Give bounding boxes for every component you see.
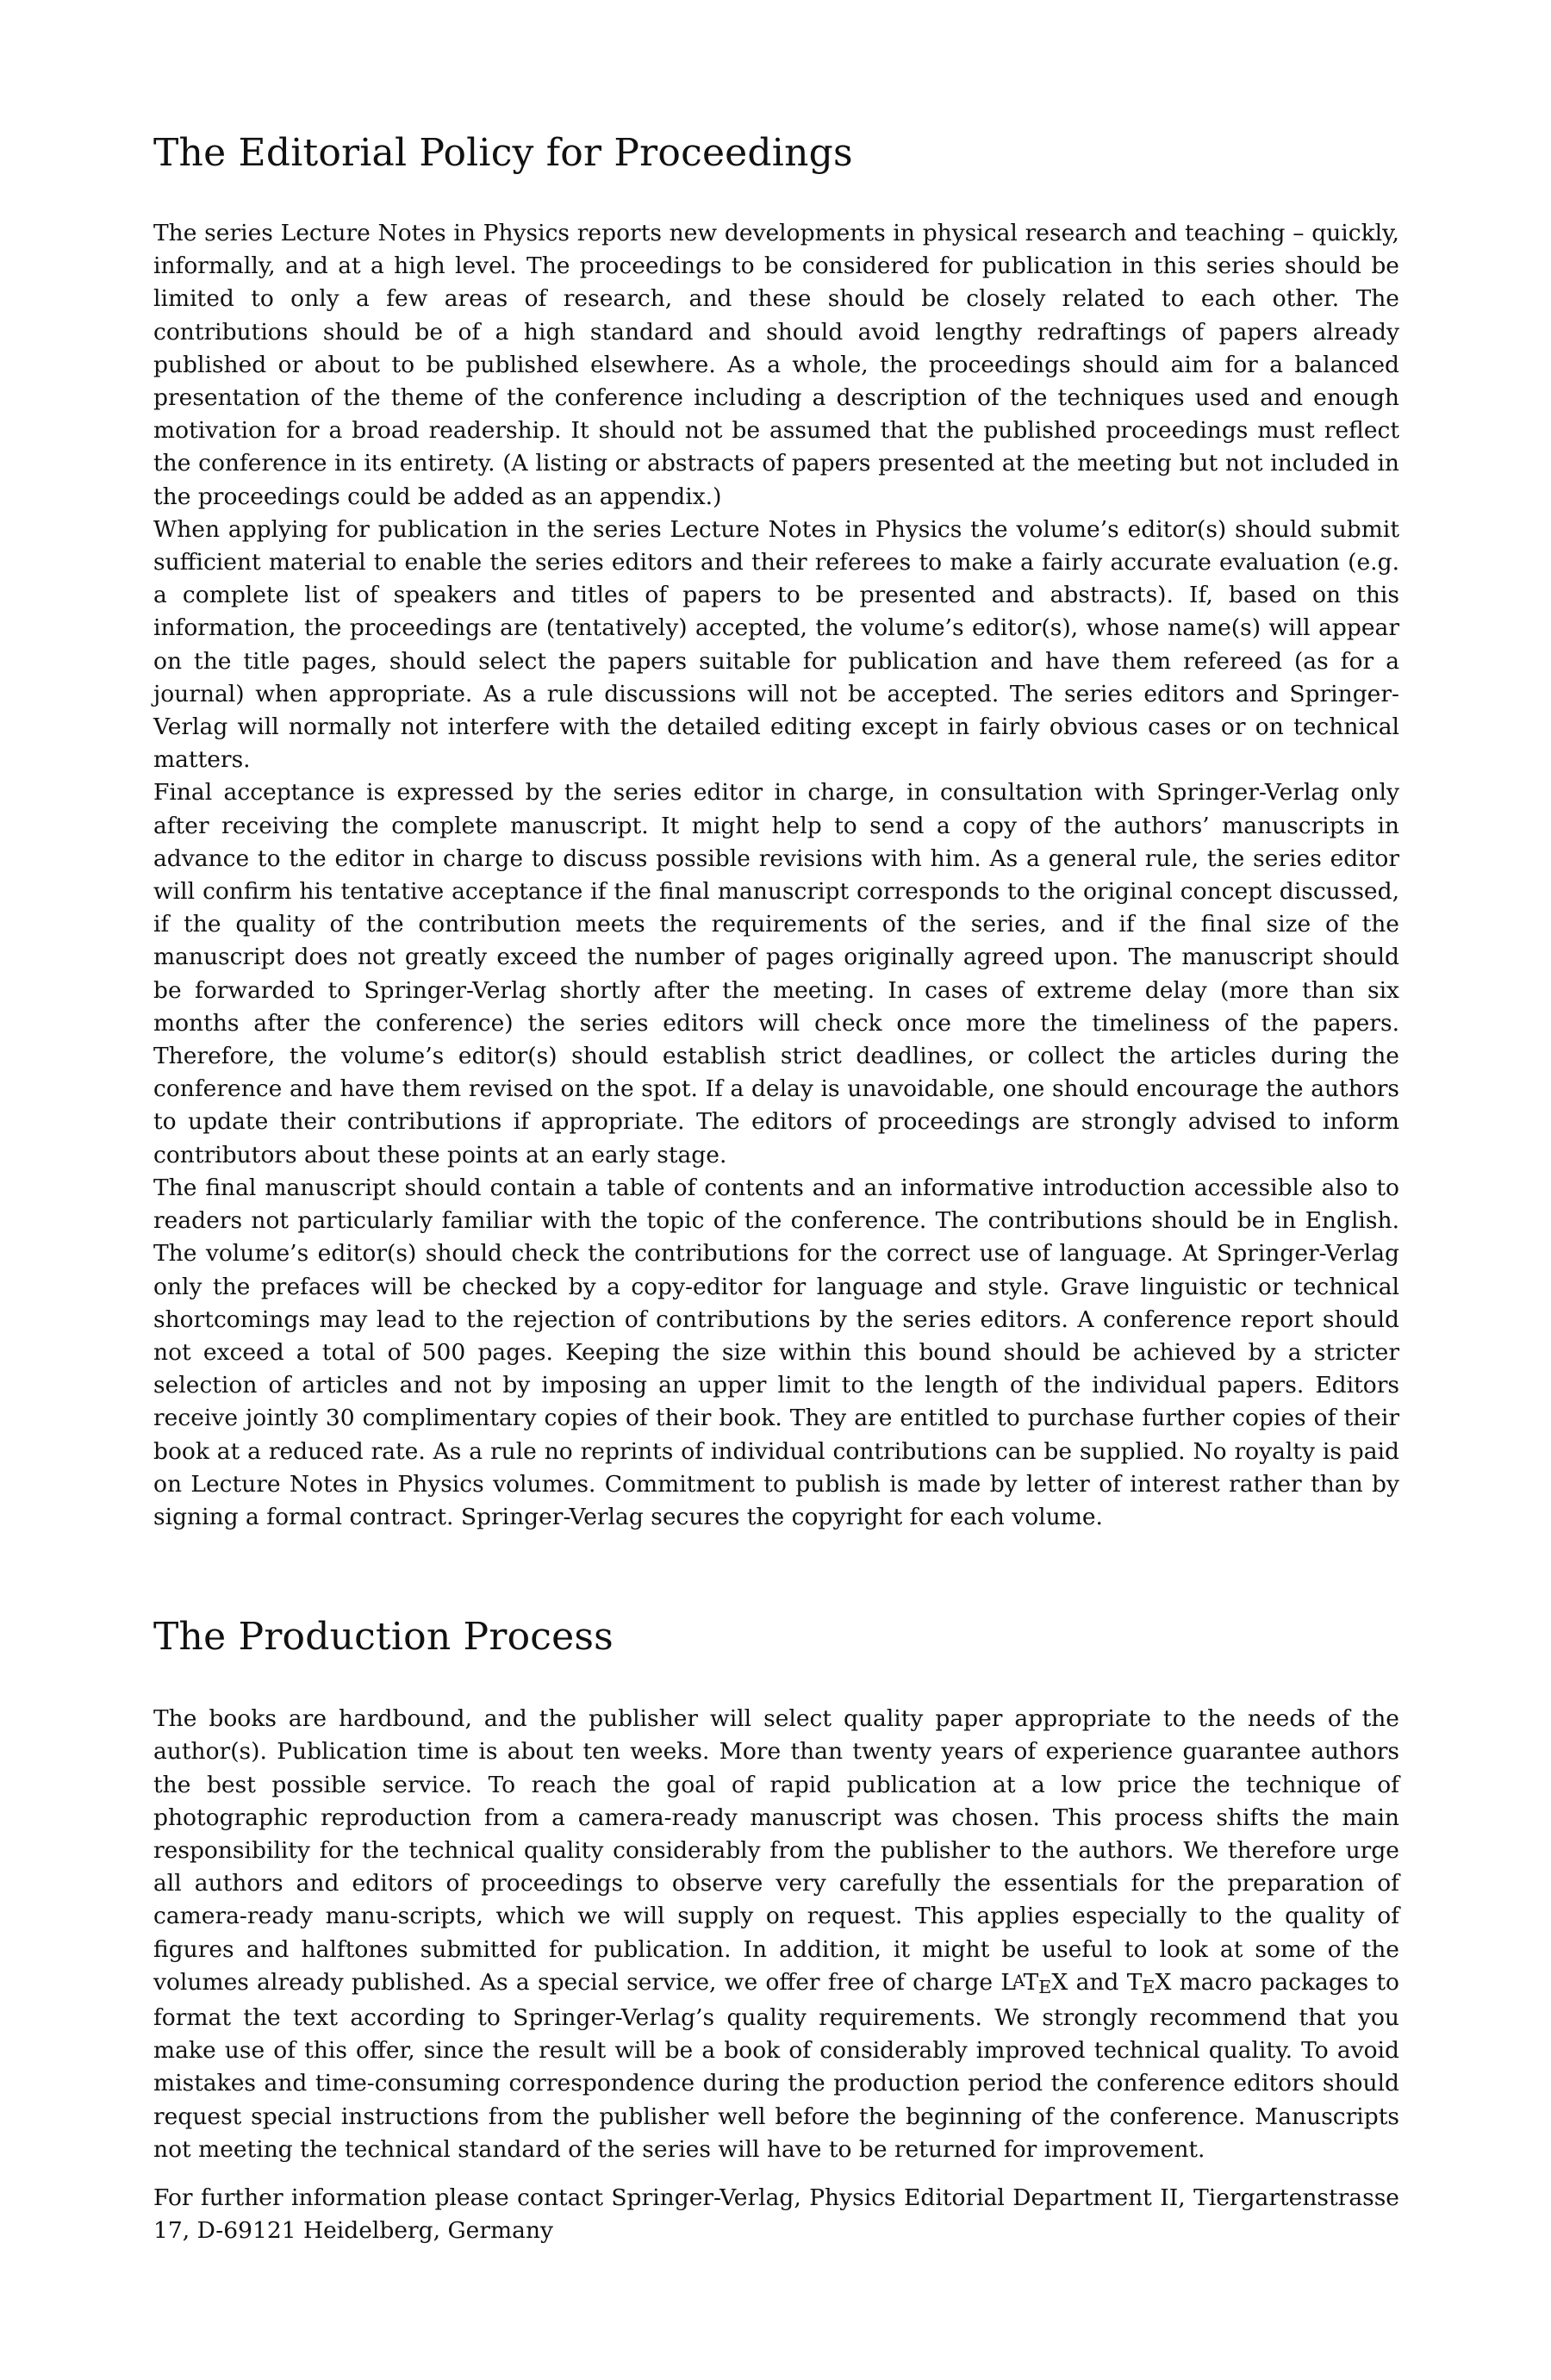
production-text-part-2: macro packages to format the text according to Springer-Verlag’s quality requirements. We strongly recommend that you make use of this offer, since the result will be a book of considerably improved technical quality. To avoid mistakes and time-consuming correspondence during the production period the conference editors should request special instructions from the publisher well before the beginning of the conference. Manuscripts not meeting the technical standard of the series will have to be returned for improvement. bbox=[153, 1968, 1399, 2163]
editorial-policy-heading: The Editorial Policy for Proceedings bbox=[153, 131, 853, 175]
production-text-and: and bbox=[1068, 1968, 1127, 1996]
tex-logo bbox=[1127, 1969, 1172, 1996]
production-process-heading: The Production Process bbox=[153, 1615, 614, 1660]
latex-logo-e: E bbox=[1038, 1977, 1052, 1998]
tex-logo-x: X bbox=[1155, 1968, 1172, 1996]
editorial-policy-section bbox=[153, 129, 1399, 1534]
latex-logo-l: L bbox=[1000, 1968, 1017, 1996]
production-process-section bbox=[153, 1613, 1399, 2247]
page bbox=[153, 129, 1399, 2247]
editorial-policy-paragraph-1: The series Lecture Notes in Physics reports new developments in physical research and teaching – quickly, informally, and at a high level. The proceedings to be considered for publication in this series should be limited to only a few areas of research, and these should be closely related to each other. The contributions should be of a high standard and should avoid lengthy redraftings of papers already published or about to be published elsewhere. As a whole, the proceedings should aim for a balanced presentation of the theme of the conference including a description of the techniques used and enough motivation for a broad readership. It should not be assumed that the published proceedings must reflect the conference in its entirety. (A listing or abstracts of papers presented at the meeting but not included in the proceedings could be added as an appendix.) bbox=[153, 220, 1399, 510]
latex-logo-x: X bbox=[1051, 1968, 1068, 1996]
production-process-paragraph bbox=[153, 1703, 1399, 2166]
latex-logo-t: T bbox=[1023, 1968, 1039, 1996]
editorial-policy-paragraph-2: When applying for publication in the series Lecture Notes in Physics the volume’s editor(s) should submit sufficient material to enable the series editors and their referees to make a fairly accurate evaluation (e.g. a complete list of speakers and titles of papers to be presented and abstracts). If, based on this information, the proceedings are (tentatively) accepted, the volume’s editor(s), whose name(s) will appear on the title pages, should select the papers suitable for publication and have them refereed (as for a journal) when appropriate. As a rule discussions will not be accepted. The series editors and Springer-Verlag will normally not interfere with the detailed editing except in fairly obvious cases or on technical matters. bbox=[153, 515, 1399, 774]
editorial-policy-paragraph-3: Final acceptance is expressed by the series editor in charge, in consultation with Springer-Verlag only after receiving the complete manuscript. It might help to send a copy of the authors’ manuscripts in advance to the editor in charge to discuss possible revisions with him. As a general rule, the series editor will confirm his tentative acceptance if the final manuscript corresponds to the original concept discussed, if the quality of the contribution meets the requirements of the series, and if the final size of the manuscript does not greatly exceed the number of pages originally agreed upon. The manuscript should be forwarded to Springer-Verlag shortly after the meeting. In cases of extreme delay (more than six months after the conference) the series editors will check once more the timeliness of the papers. Therefore, the volume’s editor(s) should establish strict deadlines, or collect the articles during the conference and have them revised on the spot. If a delay is unavoidable, one should encourage the authors to update their contributions if appropriate. The editors of proceedings are strongly advised to inform contributors about these points at an early stage. bbox=[153, 779, 1399, 1168]
contact-information: For further information please contact Springer-Verlag, Physics Editorial Department II, Tiergartenstrasse 17, D-69121 Heidelberg, Germany bbox=[153, 2184, 1399, 2245]
latex-logo-a: A bbox=[1012, 1972, 1025, 1991]
tex-logo-t: T bbox=[1126, 1968, 1143, 1996]
editorial-policy-paragraph-4: The final manuscript should contain a table of contents and an informative introduction accessible also to readers not particularly familiar with the topic of the conference. The contributions should be in English. The volume’s editor(s) should check the contributions for the correct use of language. At Springer-Verlag only the prefaces will be checked by a copy-editor for language and style. Grave linguistic or technical shortcomings may lead to the rejection of contributions by the series editors. A conference report should not exceed a total of 500 pages. Keeping the size within this bound should be achieved by a stricter selection of articles and not by imposing an upper limit to the length of the individual papers. Editors receive jointly 30 complimentary copies of their book. They are entitled to purchase further copies of their book at a reduced rate. As a rule no reprints of individual contributions can be supplied. No royalty is paid on Lecture Notes in Physics volumes. Commitment to publish is made by letter of interest rather than by signing a formal contract. Springer-Verlag secures the copyright for each volume. bbox=[153, 1174, 1399, 1530]
latex-logo bbox=[1000, 1969, 1068, 1996]
production-text-part-1: The books are hardbound, and the publisher will select quality paper appropriate to the needs of the author(s). Publication time is about ten weeks. More than twenty years of experience guarantee authors the best possible service. To reach the goal of rapid publication at a low price the technique of photographic reproduction from a camera-ready manuscript was chosen. This process shifts the main responsibility for the technical quality considerably from the publisher to the authors. We therefore urge all authors and editors of proceedings to observe very carefully the essentials for the preparation of camera-ready manu-scripts, which we will supply on request. This applies especially to the quality of figures and halftones submitted for publication. In addition, it might be useful to look at some of the volumes already published. As a special service, we offer free of charge bbox=[153, 1705, 1399, 1996]
tex-logo-e: E bbox=[1142, 1977, 1155, 1998]
